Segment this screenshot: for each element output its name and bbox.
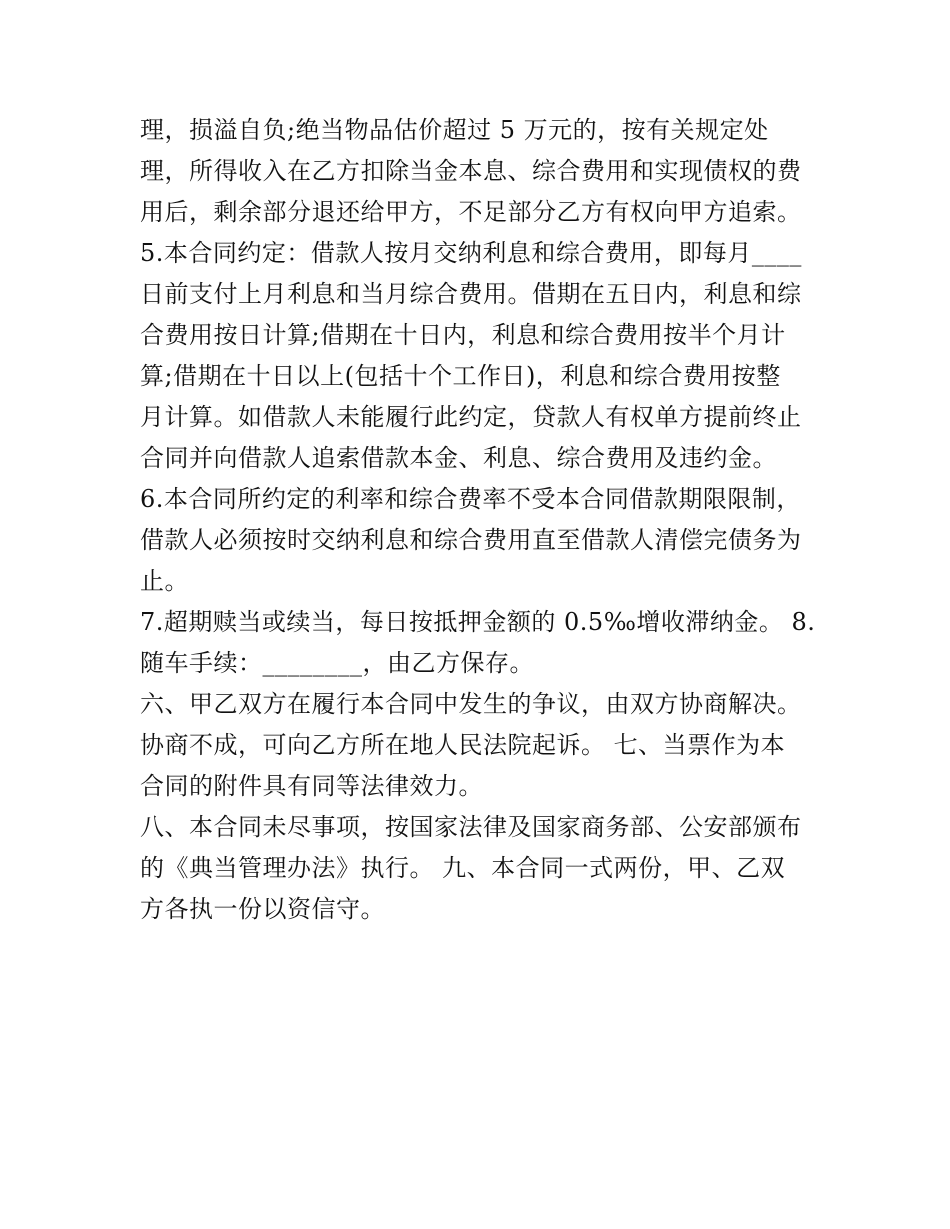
- text-line: 月计算。如借款人未能履行此约定，贷款人有权单方提前终止: [140, 403, 802, 431]
- text-line: 协商不成，可向乙方所在地人民法院起诉。 七、当票作为本: [140, 731, 786, 759]
- text-line: 理，损溢自负;绝当物品估价超过 5 万元的，按有关规定处: [140, 116, 769, 144]
- text-line: 合费用按日计算;借期在十日内，利息和综合费用按半个月计: [140, 321, 786, 349]
- text-line: 止。: [140, 567, 189, 595]
- text-line: 方各执一份以资信守。: [140, 895, 385, 923]
- text-line: 算;借期在十日以上(包括十个工作日)，利息和综合费用按整: [140, 362, 781, 390]
- document-body: [140, 110, 820, 930]
- text-line: 随车手续：________，由乙方保存。: [140, 649, 534, 677]
- text-line: 六、甲乙双方在履行本合同中发生的争议，由双方协商解决。: [140, 690, 802, 718]
- text-line: 7.超期赎当或续当，每日按抵押金额的 0.5‰增收滞纳金。 8.: [140, 608, 816, 636]
- text-line: 用后，剩余部分退还给甲方，不足部分乙方有权向甲方追索。: [140, 198, 802, 226]
- text-line: 合同的附件具有同等法律效力。: [140, 772, 483, 800]
- text-line: 6.本合同所约定的利率和综合费率不受本合同借款期限限制，: [140, 485, 801, 513]
- text-line: 八、本合同未尽事项，按国家法律及国家商务部、公安部颁布: [140, 813, 802, 841]
- text-line: 5.本合同约定：借款人按月交纳利息和综合费用，即每月____: [140, 239, 802, 267]
- text-line: 的《典当管理办法》执行。 九、本合同一式两份，甲、乙双: [140, 854, 786, 882]
- text-line: 合同并向借款人追索借款本金、利息、综合费用及违约金。: [140, 444, 777, 472]
- text-line: 借款人必须按时交纳利息和综合费用直至借款人清偿完债务为: [140, 526, 802, 554]
- text-line: 理，所得收入在乙方扣除当金本息、综合费用和实现债权的费: [140, 157, 802, 185]
- text-line: 日前支付上月利息和当月综合费用。借期在五日内，利息和综: [140, 280, 802, 308]
